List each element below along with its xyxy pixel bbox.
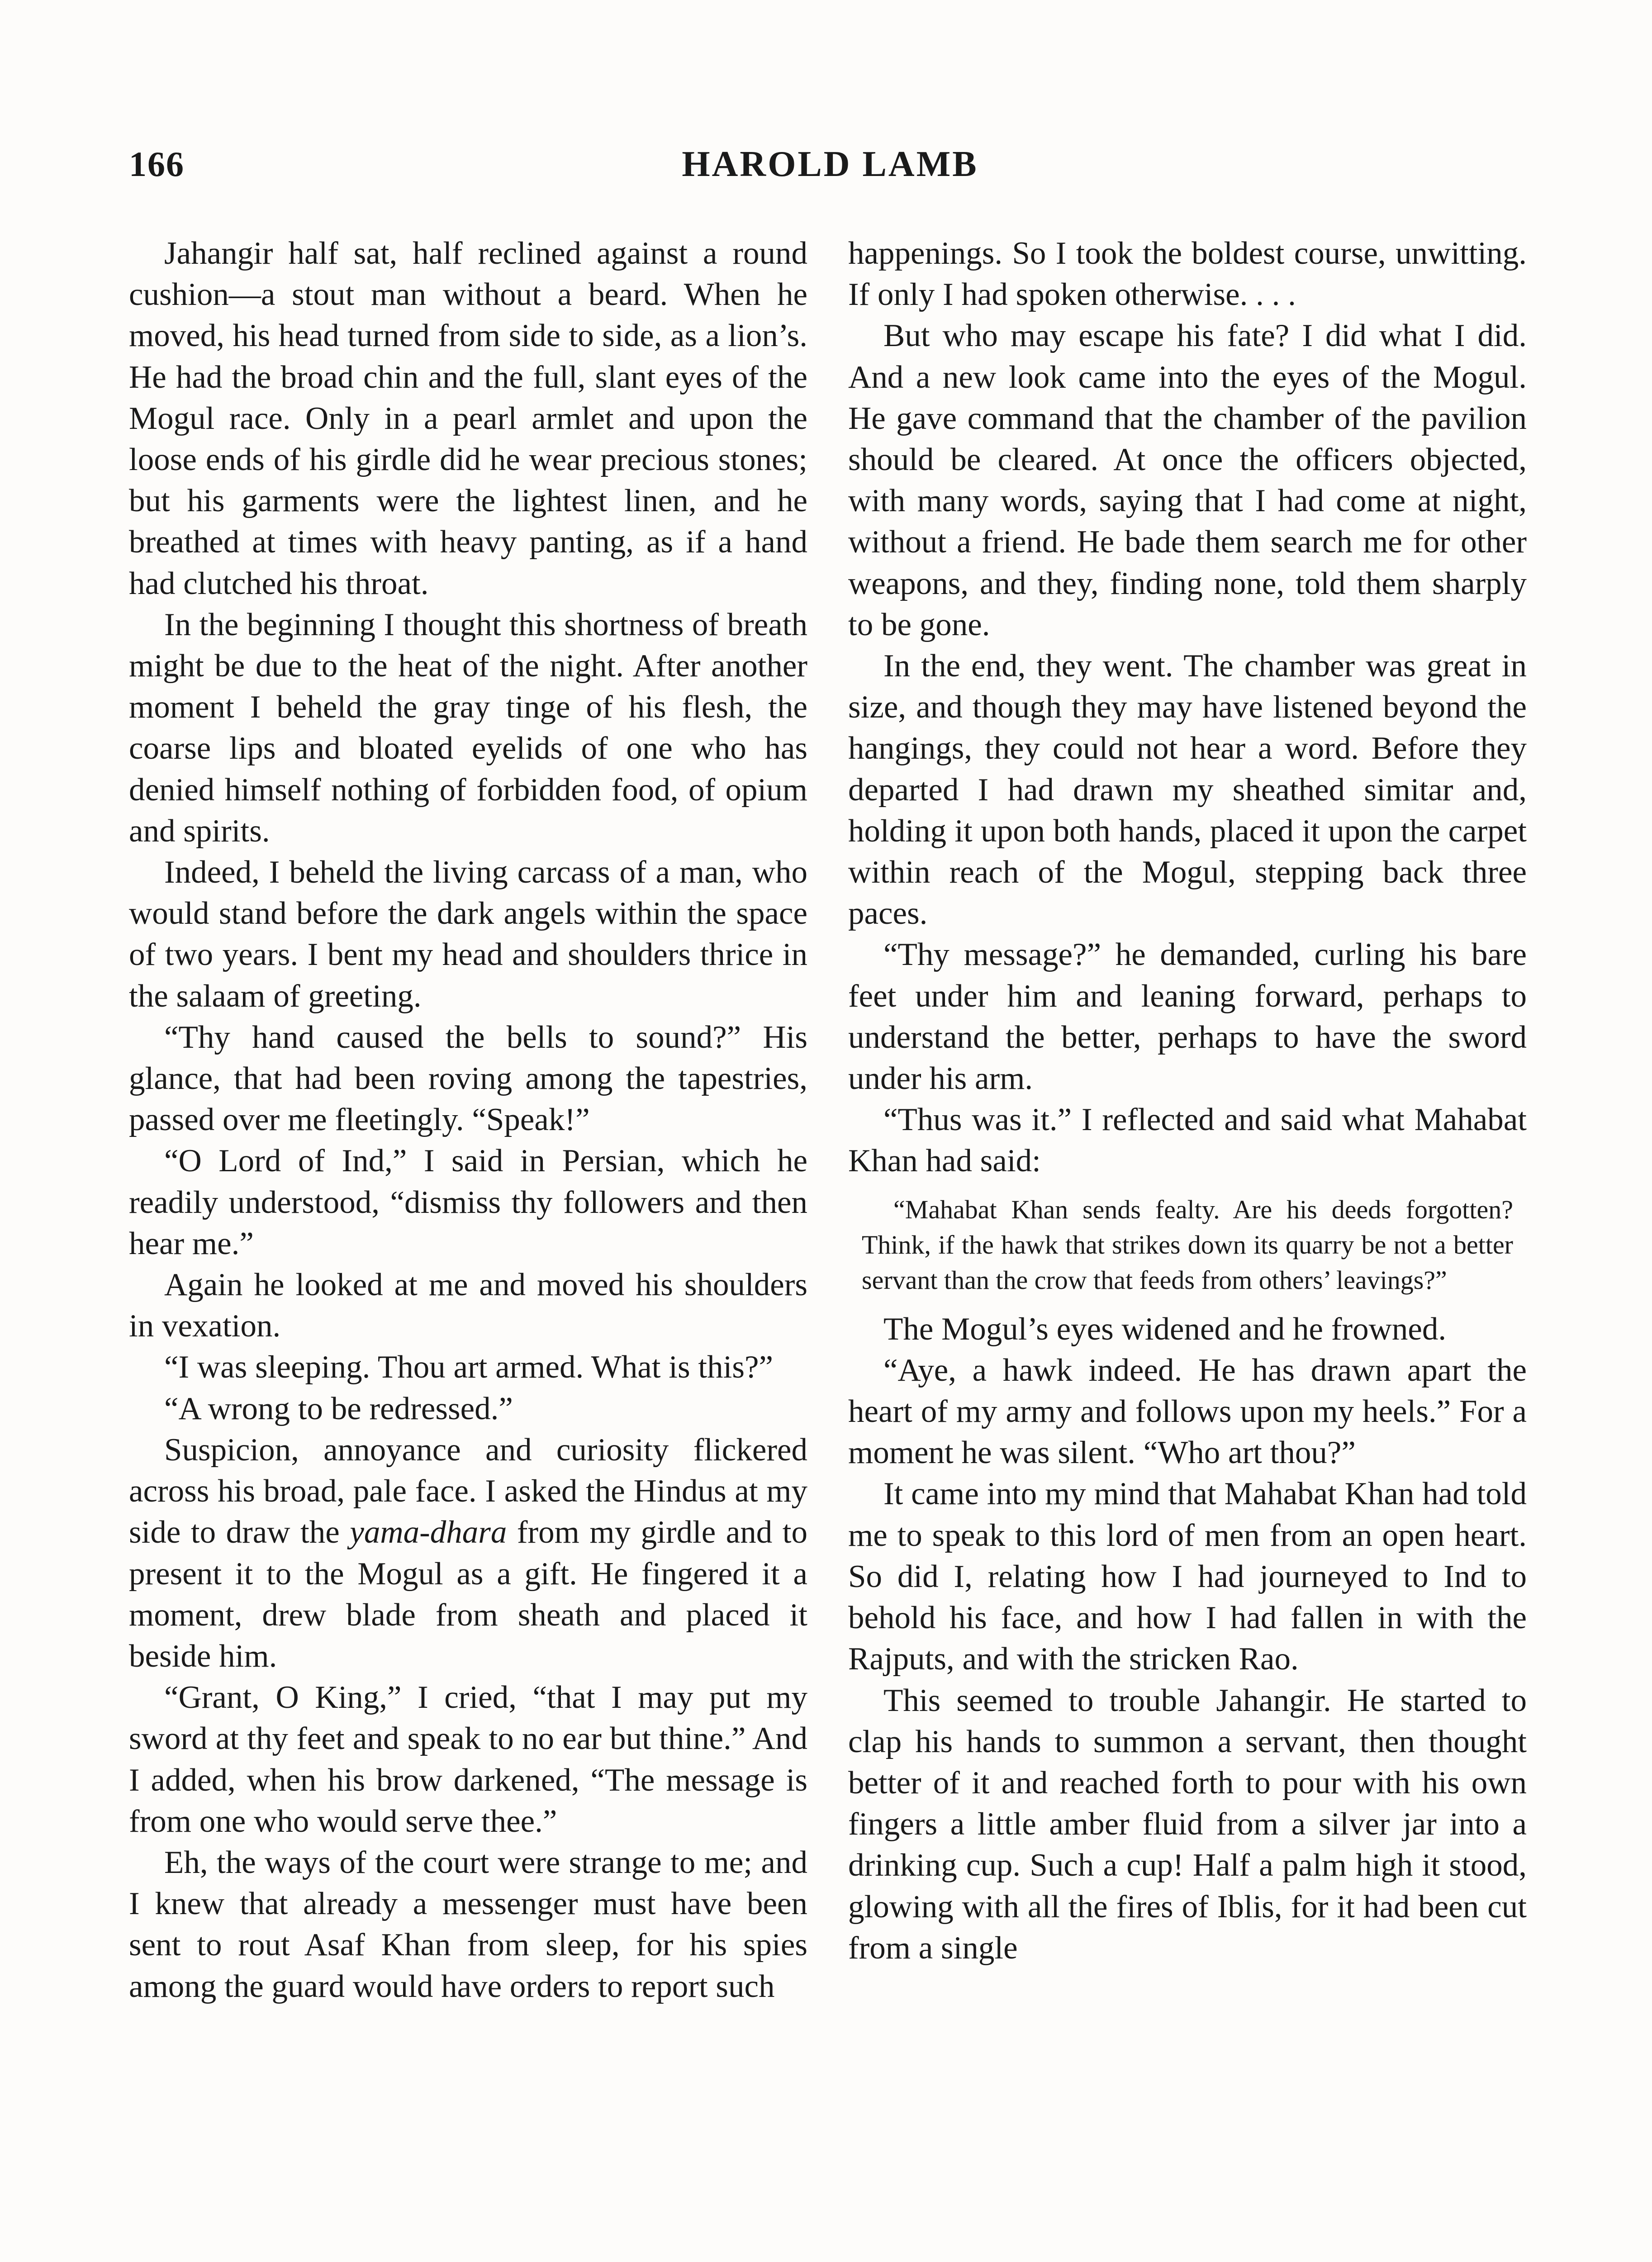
paragraph: happenings. So I took the boldest course, unwitting. If only I had spoken otherwise. . . . [848,236,1527,313]
right-column [848,233,1527,1969]
block-quote [848,1192,1527,1298]
paragraph: But who may escape his fate? I did what I did. And a new look came into the eyes of the Mogul. He gave command that the chamber of the pavilion should be cleared. At once the officers objected, with many words, saying that I had come at night, without a friend. He bade them search me for other weapons, and they, finding none, told them sharply to be gone. [848,318,1527,642]
paragraph [129,1430,807,1677]
running-head: HAROLD LAMB [682,144,978,184]
page-header [129,144,1531,194]
paragraph: Again he looked at me and moved his shoulders in vexation. [129,1267,807,1344]
page-number: 166 [129,144,185,184]
paragraph: In the beginning I thought this shortness of breath might be due to the heat of the night. After another moment I beheld the gray tinge of his flesh, the coarse lips and bloated eyelids of one who has denied himself nothing of forbidden food, of opium and spirits. [129,607,807,849]
paragraph: “Thus was it.” I reflected and said what Mahabat Khan had said: [848,1102,1527,1179]
left-column [129,233,807,2007]
quote-text: “Mahabat Khan sends fealty. Are his deeds forgotten? Think, if the hawk that strikes down its quarry be not a better servant than the crow that feeds from others’ leavings?” [862,1194,1513,1295]
paragraph: Jahangir half sat, half reclined against a round cushion—a stout man without a beard. When he moved, his head turned from side to side, as a lion’s. He had the broad chin and the full, slant eyes of the Mogul race. Only in a pearl armlet and upon the loose ends of his girdle did he wear precious stones; but his garments were the lightest linen, and he breathed at times with heavy panting, as if a hand had clutched his throat. [129,236,807,601]
paragraph: Eh, the ways of the court were strange to me; and I knew that already a messenger must have been sent to rout Asaf Khan from sleep, for his spies among the guard would have orders to report such [129,1844,807,2004]
paragraph: “A wrong to be redressed.” [164,1391,513,1426]
paragraph-text: Suspicion, annoyance and curiosity flickered across his broad, pale face. I asked the Hindus at my side to draw the [129,1432,807,1550]
paragraph-text: from my girdle and to present it to the Mogul as a gift. He fingered it a moment, drew blade from sheath and placed it beside him. [129,1515,808,1674]
paragraph: “Thy message?” he demanded, curling his bare feet under him and leaning forward, perhaps to understand the better, perhaps to have the sword under his arm. [848,937,1527,1097]
paragraph: “I was sleeping. Thou art armed. What is this?” [164,1350,773,1385]
paragraph: It came into my mind that Mahabat Khan had told me to speak to this lord of men from an open heart. So did I, relating how I had journeyed to Ind to behold his face, and how I had fallen in with the Rajputs, and with the stricken Rao. [848,1476,1527,1677]
paragraph: In the end, they went. The chamber was great in size, and though they may have listened beyond the hangings, they could not hear a word. Before they departed I had drawn my sheathed simitar and, holding it upon both hands, placed it upon the carpet within reach of the Mogul, stepping back three paces. [848,648,1527,931]
paragraph: The Mogul’s eyes widened and he frowned. [883,1311,1447,1347]
paragraph: “Aye, a hawk indeed. He has drawn apart the heart of my army and follows upon my heels.” For a moment he was silent. “Who art thou?” [848,1352,1527,1471]
paragraph: Indeed, I beheld the living carcass of a man, who would stand before the dark angels within the space of two years. I bent my head and shoulders thrice in the salaam of greeting. [129,855,807,1014]
paragraph: “O Lord of Ind,” I said in Persian, which he readily understood, “dismiss thy followers and then hear me.” [129,1143,807,1261]
paragraph: “Thy hand caused the bells to sound?” His glance, that had been roving among the tapestries, passed over me fleetingly. “Speak!” [129,1019,807,1138]
italic-term: yama-dhara [350,1515,507,1550]
paragraph: This seemed to trouble Jahangir. He started to clap his hands to summon a servant, then thought better of it and reached forth to pour with his own fingers a little amber fluid from a silver jar into a drinking cup. Such a cup! Half a palm high it stood, glowing with all the fires of Iblis, for it had been cut from a single [848,1682,1527,1966]
paragraph: “Grant, O King,” I cried, “that I may put my sword at thy feet and speak to no ear but thine.” And I added, when his brow darkened, “The message is from one who would serve thee.” [129,1680,807,1839]
